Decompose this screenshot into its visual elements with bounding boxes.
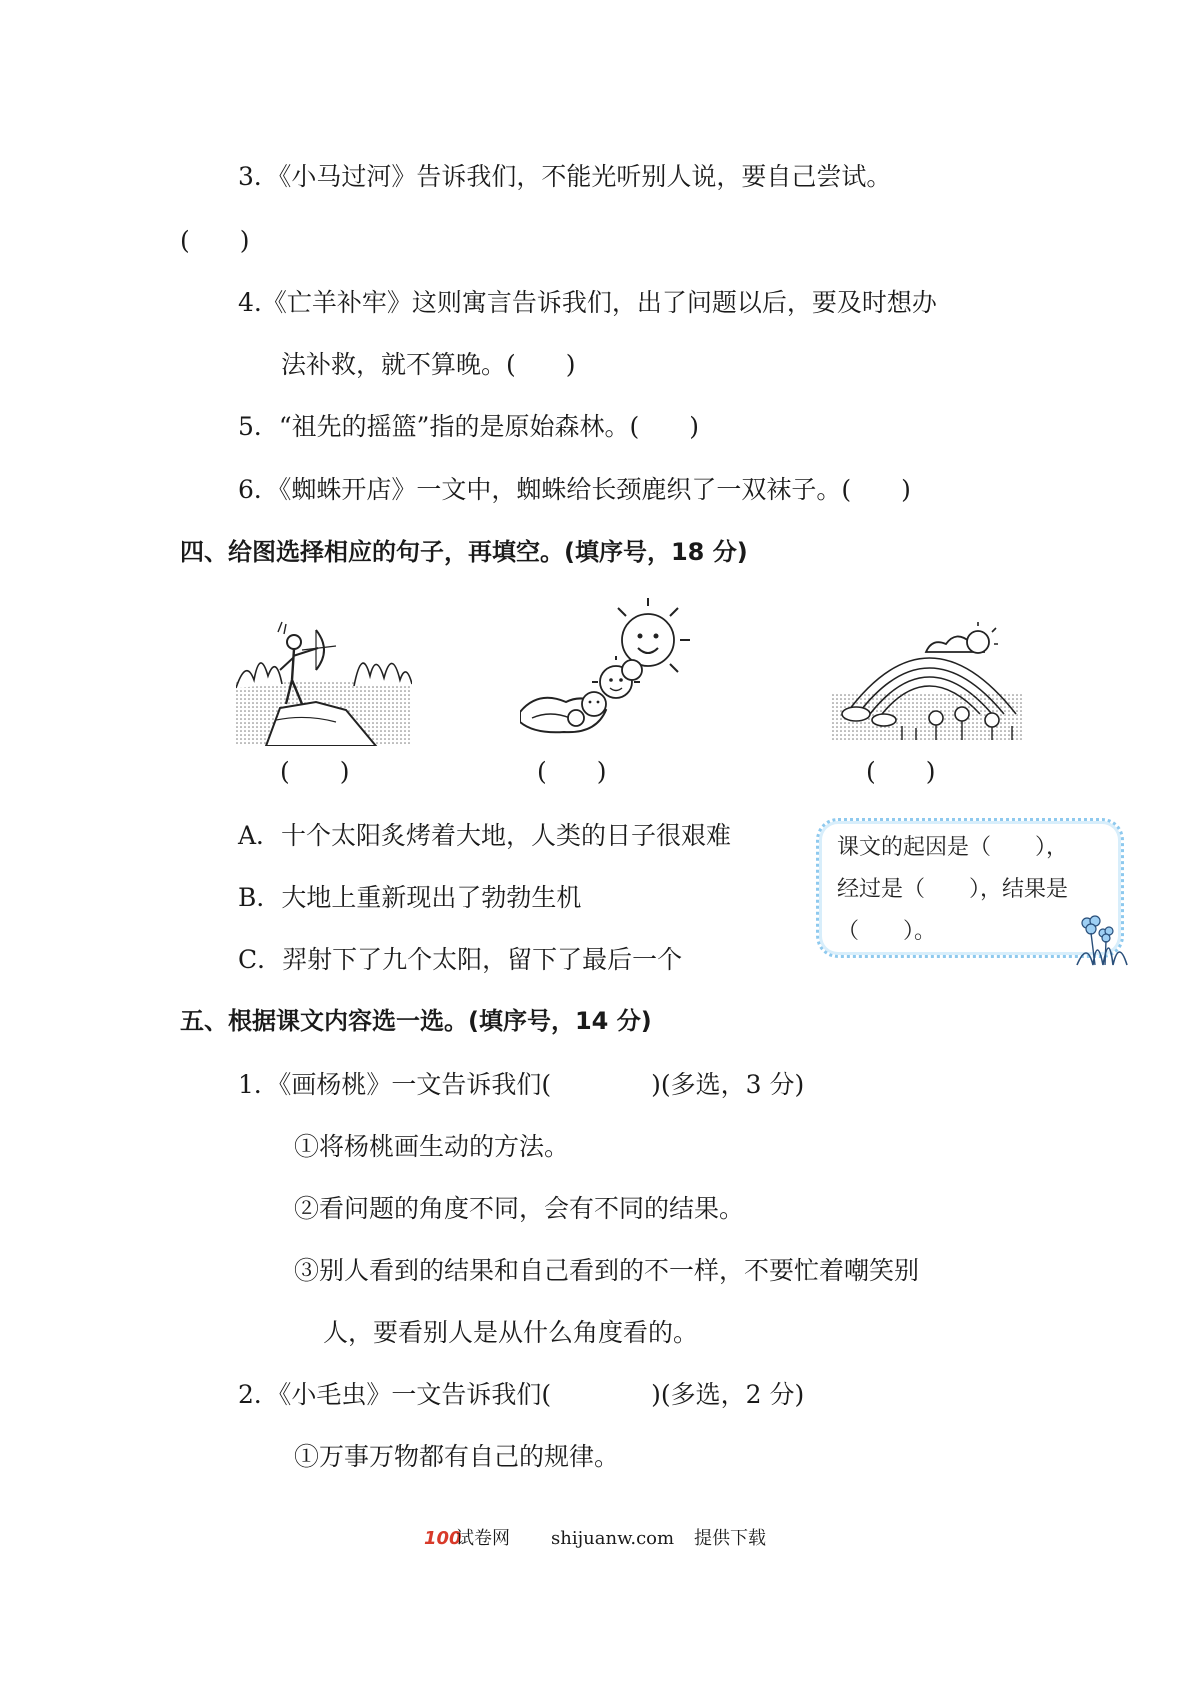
q2-option1: ①万事万物都有自己的规律。 xyxy=(294,1442,620,1471)
archer-picture xyxy=(236,618,412,746)
section4-heading: 四、给图选择相应的句子，再填空。(填序号，18 分) xyxy=(180,538,748,566)
q1-option1: ①将杨桃画生动的方法。 xyxy=(294,1132,570,1161)
option-c: C．羿射下了九个太阳，留下了最后一个 xyxy=(238,945,683,974)
q1-option2: ②看问题的角度不同，会有不同的结果。 xyxy=(294,1194,745,1223)
hint-line3: （ ）。 xyxy=(837,919,937,944)
item5: 5．“祖先的摇篮”指的是原始森林。( ) xyxy=(238,412,699,441)
q1-option3-line1: ③别人看到的结果和自己看到的不一样，不要忙着嘲笑别 xyxy=(294,1256,920,1285)
footer xyxy=(0,1524,1191,1554)
section5-heading: 五、根据课文内容选一选。(填序号，14 分) xyxy=(180,1007,652,1035)
item4-line1: 4.《亡羊补牢》这则寓言告诉我们，出了问题以后，要及时想办 xyxy=(238,288,937,317)
item6: 6．《蜘蛛开店》一文中，蜘蛛给长颈鹿织了一双袜子。( ) xyxy=(238,475,911,504)
rainbow-picture xyxy=(832,622,1024,742)
option-b: B．大地上重新现出了勃勃生机 xyxy=(238,883,582,912)
item3-line1: 3．《小马过河》告诉我们，不能光听别人说，要自己尝试。 xyxy=(238,162,892,191)
item4-line2: 法补救，就不算晚。( ) xyxy=(281,350,576,379)
site-domain[interactable]: shijuanw.com xyxy=(551,1528,675,1549)
option-a: A．十个太阳炙烤着大地，人类的日子很艰难 xyxy=(238,821,732,850)
ten-suns-picture xyxy=(520,594,694,740)
item3-answer-blank[interactable]: ( ) xyxy=(180,226,250,255)
download-note: 提供下载 xyxy=(694,1528,766,1549)
picture3-answer-blank[interactable]: ( ) xyxy=(866,757,936,786)
q2-stem: 2．《小毛虫》一文告诉我们( )(多选，2 分) xyxy=(238,1380,805,1409)
hint-line1: 课文的起因是（ ）， xyxy=(837,835,1069,860)
picture2-answer-blank[interactable]: ( ) xyxy=(537,757,607,786)
q1-option3-line2: 人，要看别人是从什么角度看的。 xyxy=(323,1318,699,1347)
flower-icon xyxy=(1073,911,1131,967)
site-logo-text: 试卷网 xyxy=(456,1528,510,1549)
picture1-answer-blank[interactable]: ( ) xyxy=(280,757,350,786)
q1-stem: 1．《画杨桃》一文告诉我们( )(多选，3 分) xyxy=(238,1070,805,1099)
site-logo: 100 xyxy=(424,1528,462,1549)
hint-box xyxy=(816,818,1124,958)
hint-line2: 经过是（ ），结果是 xyxy=(837,877,1069,902)
